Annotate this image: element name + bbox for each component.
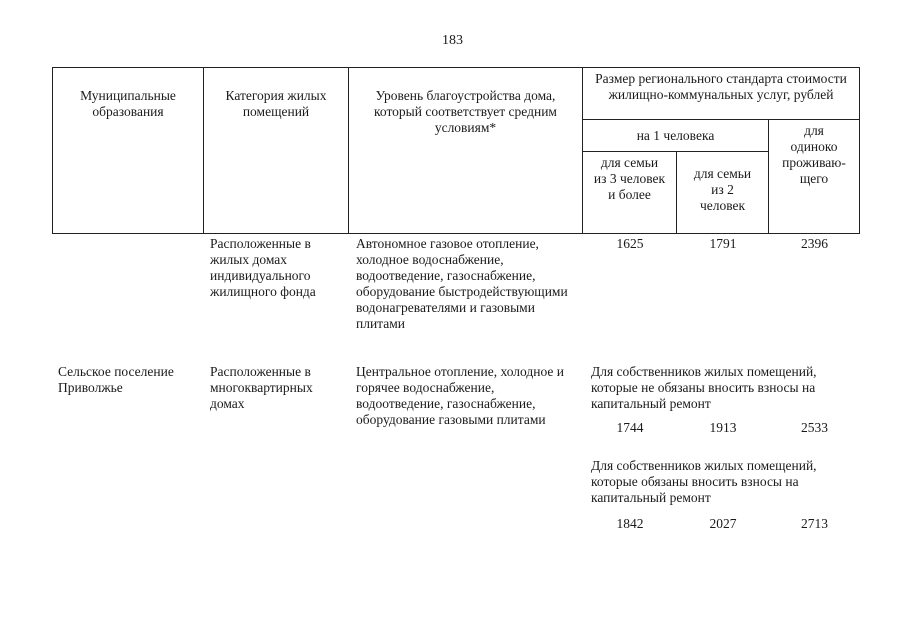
row2-note-capital-repair: Для собственников жилых помещений, которые обязаны вносить взносы на капитальный ремонт (591, 458, 817, 505)
row2a-value-single: 2533 (801, 420, 828, 435)
header-single: для одиноко проживаю-щего (769, 120, 860, 234)
header-family2: для семьи из 2 человек (677, 152, 769, 234)
table-header (52, 67, 860, 234)
header-category: Категория жилых помещений (204, 68, 349, 234)
row2-municipality: Сельское поселение Приволжье (58, 364, 174, 395)
row1-level: Автономное газовое отопление, холодное водоснабжение, водоотведение, газоснабжение, оборудование быстродействующими водонагревателями и газовыми плитами (356, 236, 568, 331)
row1-value-family2: 1791 (709, 236, 737, 251)
row2b-value-family2: 2027 (709, 516, 737, 531)
header-municipality: Муниципальные образования (53, 68, 204, 234)
row2a-value-family3: 1744 (616, 420, 644, 435)
row2-category: Расположенные в многоквартирных домах (210, 364, 313, 411)
header-per-person: на 1 человека (583, 120, 769, 152)
page-number: 183 (442, 33, 463, 48)
header-family3: для семьи из 3 человек и более (583, 152, 677, 234)
row2a-value-family2: 1913 (709, 420, 737, 435)
header-standard: Размер регионального стандарта стоимости жилищно-коммунальных услуг, рублей (583, 68, 860, 120)
row1-value-family3: 1625 (616, 236, 644, 251)
row2-level: Центральное отопление, холодное и горячее водоснабжение, водоотведение, газоснабжение, оборудование газовыми плитами (356, 364, 564, 427)
row1-category: Расположенные в жилых домах индивидуального жилищного фонда (210, 236, 316, 299)
header-level: Уровень благоустройства дома, который соответствует средним условиям* (349, 68, 583, 234)
row2b-value-single: 2713 (801, 516, 828, 531)
row2b-value-family3: 1842 (616, 516, 644, 531)
row1-value-single: 2396 (801, 236, 828, 251)
row2-note-no-capital-repair: Для собственников жилых помещений, которые не обязаны вносить взносы на капитальный ремонт (591, 364, 817, 411)
